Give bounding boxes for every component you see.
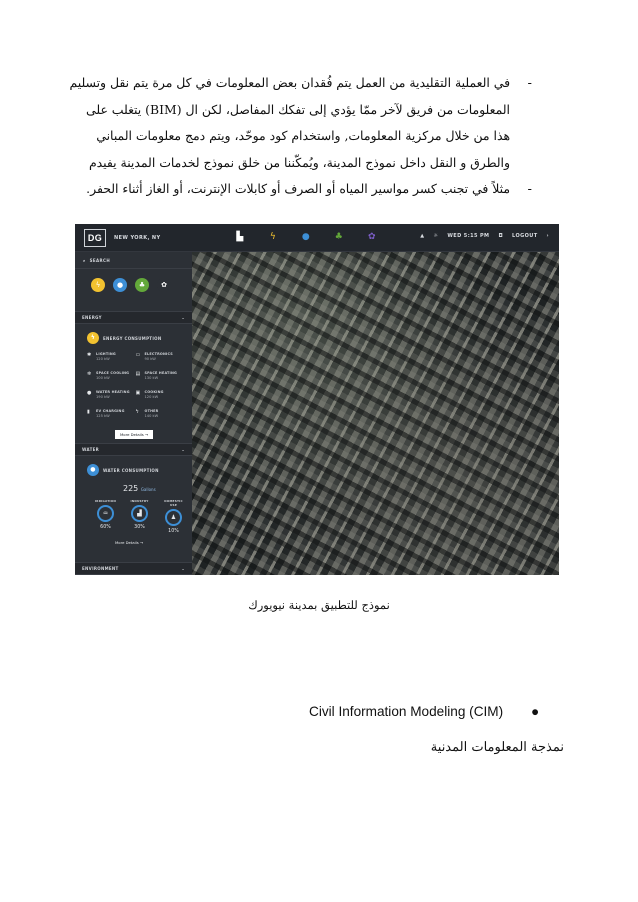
list-item: [87, 409, 136, 423]
gauge-label: IRRIGATION: [95, 499, 116, 503]
gauge-label: DOMESTIC USE: [164, 499, 183, 507]
subheading: نمذجة المعلومات المدنية: [430, 740, 564, 755]
gauge-value: 30%: [134, 525, 145, 530]
water-filter-icon[interactable]: ●: [113, 278, 127, 292]
tree-icon[interactable]: ♣: [334, 232, 344, 242]
category-icons: [235, 230, 377, 244]
section-label: WATER: [82, 447, 100, 452]
item-name: COOKING: [144, 390, 164, 394]
settings-icon[interactable]: ✿: [368, 232, 376, 242]
water-icon[interactable]: ●: [301, 232, 311, 242]
energy-icon[interactable]: ϟ: [269, 232, 277, 242]
panel-title-text: WATER CONSUMPTION: [103, 467, 159, 473]
list-dash: -: [527, 181, 532, 196]
paragraph-line: [69, 70, 532, 97]
list-item: [87, 390, 136, 404]
gauge-value: 60%: [100, 525, 111, 530]
line-text: مثلاً في تجنب كسر مواسير المياه أو الصرف أو كابلات الإنترنت، أو الغاز أثناء الحفر.: [86, 181, 510, 196]
aerial-city-map[interactable]: [192, 252, 559, 575]
intro-paragraph: [69, 70, 532, 203]
item-value: 120 kW: [144, 395, 159, 399]
item-value: 190 kW: [96, 395, 110, 399]
bullet-icon: ●: [531, 704, 540, 719]
list-dash: -: [527, 75, 532, 90]
energy-grid: [87, 352, 184, 423]
item-value: 130 kW: [144, 376, 159, 380]
button-label: More Details: [120, 432, 144, 437]
search-icon: ⌕: [83, 257, 86, 263]
energy-icon: ϟ: [87, 332, 99, 344]
water-gauges: [95, 499, 184, 534]
water-panel-title: [87, 464, 184, 476]
list-item: [136, 371, 185, 385]
water-total-value: 225: [123, 484, 139, 493]
paragraph-line: المعلومات من فريق لآخر ممّا يؤدي إلى تفكك المفاصل، لكن ال (BIM) يتغلب على: [86, 101, 510, 117]
section-label: ENVIRONMENT: [82, 566, 119, 571]
button-label: More Details: [115, 540, 139, 545]
item-value: 90 kW: [144, 357, 156, 361]
more-details-button[interactable]: [115, 430, 153, 439]
paragraph-line: هذا من خلال مركزية المعلومات, واستخدام كود موحّد، ويتم دمج معلومات المباني: [96, 128, 510, 143]
city-name: NEW YORK, NY: [114, 234, 161, 241]
panel-title-text: ENERGY CONSUMPTION: [103, 335, 162, 341]
buildings-icon[interactable]: ▙: [236, 232, 244, 242]
item-name: SPACE COOLING: [96, 371, 130, 375]
chevron-down-icon: ⌄: [181, 315, 185, 320]
item-value: 120 kW: [96, 357, 110, 361]
paragraph-line: والطرق و النقل داخل نموذج المدينة، ويُمكّننا من خلق نموذج لخدمات المدينة يفيدم: [88, 154, 510, 170]
dashboard-sidebar: [75, 252, 192, 575]
domestic-gauge: [163, 499, 184, 534]
energy-panel: [75, 324, 192, 443]
item-name: SPACE HEATING: [144, 371, 178, 375]
heater-icon: ▤: [135, 371, 141, 377]
bullet-heading: Civil Information Modeling (CIM): [309, 704, 504, 719]
item-name: OTHER: [144, 409, 159, 413]
list-item: [136, 409, 185, 423]
item-name: LIGHTING: [96, 352, 116, 356]
factory-icon: ▟: [131, 505, 148, 522]
water-unit: Gallons: [140, 487, 156, 492]
water-panel: [75, 456, 192, 551]
environment-section-header[interactable]: [75, 562, 192, 575]
droplet-icon: ●: [87, 464, 99, 476]
figure-caption: نموذج للتطبيق بمدينة نيويورك: [248, 598, 390, 612]
energy-filter-icon[interactable]: ϟ: [91, 278, 105, 292]
arrow-right-icon: →: [145, 432, 149, 437]
tree-filter-icon[interactable]: ♣: [135, 278, 149, 292]
list-item: [136, 390, 185, 404]
logout-button[interactable]: LOGOUT: [512, 233, 538, 239]
dashboard-screenshot: [75, 224, 559, 575]
gauge-value: 10%: [168, 529, 179, 534]
more-details-button[interactable]: [115, 538, 143, 547]
section-label: ENERGY: [82, 315, 102, 320]
list-item: [87, 352, 136, 366]
sun-icon[interactable]: ☼: [433, 233, 439, 239]
industry-gauge: [129, 499, 150, 534]
paragraph-line: [70, 176, 532, 203]
bolt-icon: ϟ: [135, 409, 139, 415]
datetime: WED 5:15 PM: [447, 233, 490, 239]
search-label: SEARCH: [89, 257, 111, 263]
item-name: ELECTRONICS: [144, 352, 173, 356]
line-text: في العملية التقليدية من العمل يتم فُقدان بعض المعلومات في كل مرة يتم نقل وتسليم: [69, 75, 510, 90]
gauge-label: INDUSTRY: [130, 499, 149, 503]
arrow-right-icon: →: [140, 540, 144, 545]
bulb-icon: ✱: [87, 352, 92, 358]
irrigation-icon: ♒: [97, 505, 114, 522]
chevron-down-icon: ⌄: [181, 566, 185, 571]
irrigation-gauge: [95, 499, 116, 534]
chevron-down-icon: ⌄: [181, 447, 185, 452]
item-name: WATER HEATING: [96, 390, 130, 394]
list-item: [136, 352, 185, 366]
stove-icon: ▣: [135, 390, 141, 396]
energy-section-header[interactable]: [75, 311, 192, 324]
plug-icon: ▮: [87, 409, 90, 415]
people-icon: ♟: [165, 509, 182, 526]
filter-circles: [75, 269, 192, 311]
topbar-right: [420, 233, 549, 239]
item-value: 125 kW: [96, 414, 110, 418]
water-section-header[interactable]: [75, 443, 192, 456]
other-filter-icon[interactable]: ✿: [157, 278, 171, 292]
user-icon[interactable]: ◘: [498, 233, 504, 239]
item-value: 140 kW: [144, 414, 159, 418]
logout-icon[interactable]: ›: [546, 233, 549, 239]
item-value: 100 kW: [96, 376, 110, 380]
energy-panel-title: [87, 332, 184, 344]
monitor-icon: ▭: [135, 352, 141, 358]
water-total: [123, 484, 184, 493]
dashboard-logo: DG: [84, 229, 106, 247]
list-item: [87, 371, 136, 385]
search-bar[interactable]: [75, 252, 192, 269]
item-name: EV CHARGING: [96, 409, 125, 413]
snowflake-icon: ❄: [87, 371, 92, 377]
dashboard-topbar: [75, 224, 559, 252]
droplet-icon: ●: [87, 390, 92, 396]
notification-icon[interactable]: ▲: [420, 233, 425, 239]
